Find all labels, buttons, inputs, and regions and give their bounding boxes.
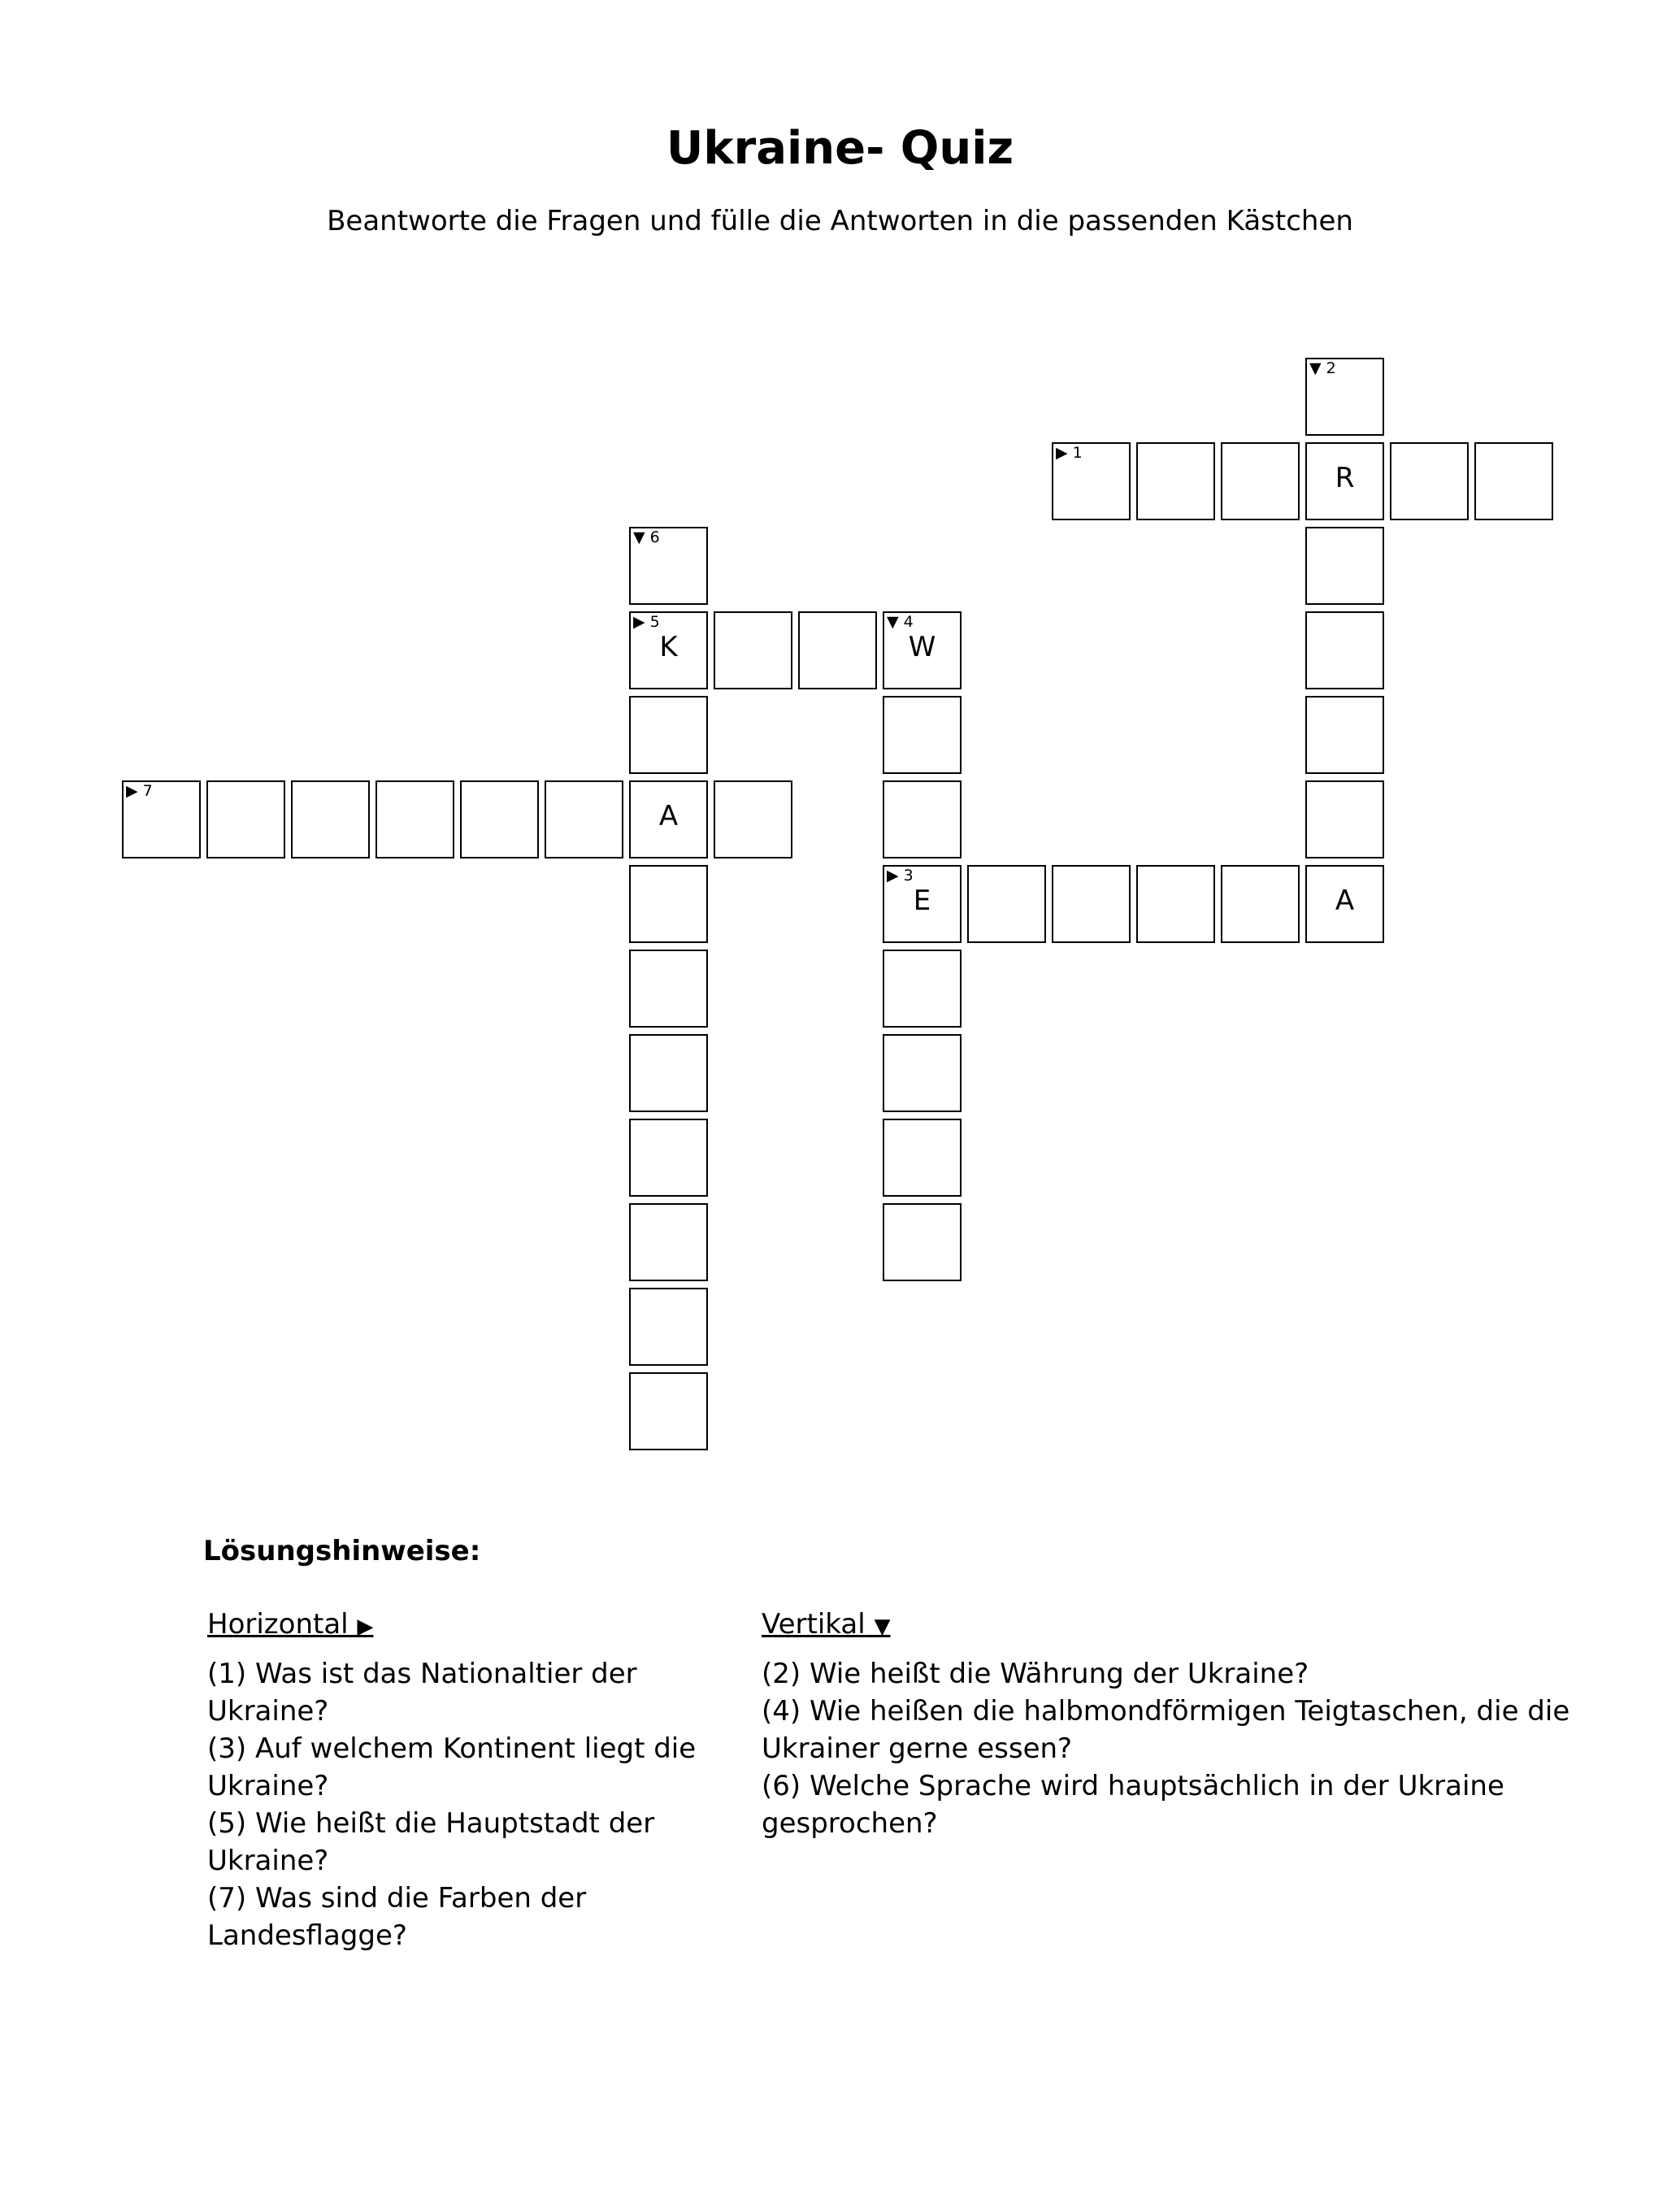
crossword-cell[interactable] xyxy=(1305,780,1384,858)
crossword-cell[interactable] xyxy=(629,527,708,605)
clue-horizontal-5: (5) Wie heißt die Hauptstadt der Ukraine? xyxy=(207,1807,655,1877)
clue-number: ▼ 4 xyxy=(887,613,914,631)
horizontal-label: Horizontal xyxy=(207,1608,349,1641)
crossword-cell[interactable] xyxy=(629,611,708,689)
crossword-cell[interactable] xyxy=(629,1372,708,1450)
crossword-cell[interactable] xyxy=(629,1288,708,1366)
given-letter: W xyxy=(908,631,936,663)
crossword-cell[interactable] xyxy=(629,1119,708,1197)
instructions: Beantworte die Fragen und fülle die Antworten in die passenden Kästchen xyxy=(327,205,1353,237)
crossword-cell[interactable] xyxy=(376,780,454,858)
crossword-cell[interactable] xyxy=(798,611,877,689)
crossword-cell[interactable] xyxy=(967,865,1046,943)
crossword-cell[interactable] xyxy=(1305,442,1384,520)
vertical-header xyxy=(762,1606,1582,1645)
horizontal-header xyxy=(207,1606,736,1645)
crossword-cell[interactable] xyxy=(883,611,962,689)
clue-horizontal-7: (7) Was sind die Farben der Landesflagge? xyxy=(207,1882,587,1952)
given-letter: A xyxy=(658,800,679,832)
hints-heading: Lösungshinweise: xyxy=(203,1535,481,1567)
down-arrow-icon: ▼ xyxy=(874,1615,891,1639)
clue-number: ▶ 5 xyxy=(633,613,660,631)
given-letter: E xyxy=(913,885,931,917)
clue-number: ▼ 6 xyxy=(633,528,660,546)
crossword-cell[interactable] xyxy=(1052,442,1131,520)
crossword-cell[interactable] xyxy=(1390,442,1469,520)
page-title: Ukraine- Quiz xyxy=(666,122,1014,175)
crossword-cell[interactable] xyxy=(883,1034,962,1112)
crossword-cell[interactable] xyxy=(883,950,962,1028)
vertical-clues xyxy=(762,1606,1582,1842)
crossword-cell[interactable] xyxy=(629,1203,708,1281)
clue-vertical-6: (6) Welche Sprache wird hauptsächlich in der Ukraine gesprochen? xyxy=(762,1770,1504,1840)
clue-number: ▶ 3 xyxy=(887,867,914,885)
crossword-cell[interactable] xyxy=(122,780,201,858)
crossword-cell[interactable] xyxy=(883,865,962,943)
crossword-cell[interactable] xyxy=(1474,442,1553,520)
given-letter: A xyxy=(1335,885,1355,917)
crossword-cell[interactable] xyxy=(883,1119,962,1197)
clue-horizontal-1: (1) Was ist das Nationaltier der Ukraine? xyxy=(207,1658,637,1728)
crossword-cell[interactable] xyxy=(883,1203,962,1281)
horizontal-clues xyxy=(207,1606,736,1954)
crossword-cell[interactable] xyxy=(883,696,962,774)
vertical-label: Vertikal xyxy=(762,1608,866,1641)
crossword-cell[interactable] xyxy=(714,780,792,858)
right-arrow-icon: ▶ xyxy=(357,1615,374,1639)
crossword-cell[interactable] xyxy=(1136,865,1215,943)
crossword-cell[interactable] xyxy=(1136,442,1215,520)
crossword-cell[interactable] xyxy=(291,780,370,858)
clue-number: ▶ 1 xyxy=(1056,444,1083,462)
crossword-cell[interactable] xyxy=(629,865,708,943)
crossword-cell[interactable] xyxy=(1305,358,1384,436)
crossword-cell[interactable] xyxy=(714,611,792,689)
clue-vertical-2: (2) Wie heißt die Währung der Ukraine? xyxy=(762,1658,1309,1690)
given-letter: K xyxy=(659,631,678,663)
crossword-cell[interactable] xyxy=(1305,527,1384,605)
clue-number: ▼ 2 xyxy=(1309,359,1336,377)
crossword-cell[interactable] xyxy=(1052,865,1131,943)
crossword-cell[interactable] xyxy=(1305,865,1384,943)
given-letter: R xyxy=(1335,462,1355,494)
clue-number: ▶ 7 xyxy=(126,782,153,800)
crossword-cell[interactable] xyxy=(1221,865,1300,943)
crossword-cell[interactable] xyxy=(1305,611,1384,689)
crossword-cell[interactable] xyxy=(1305,696,1384,774)
clue-horizontal-3: (3) Auf welchem Kontinent liegt die Ukraine? xyxy=(207,1732,697,1802)
crossword-cell[interactable] xyxy=(460,780,539,858)
crossword-cell[interactable] xyxy=(629,1034,708,1112)
clue-vertical-4: (4) Wie heißen die halbmondförmigen Teigtaschen, die die Ukrainer gerne essen? xyxy=(762,1695,1570,1765)
crossword-cell[interactable] xyxy=(629,696,708,774)
crossword-cell[interactable] xyxy=(1221,442,1300,520)
crossword-cell[interactable] xyxy=(629,950,708,1028)
crossword-cell[interactable] xyxy=(629,780,708,858)
crossword-cell[interactable] xyxy=(883,780,962,858)
crossword-cell[interactable] xyxy=(206,780,285,858)
crossword-cell[interactable] xyxy=(545,780,623,858)
